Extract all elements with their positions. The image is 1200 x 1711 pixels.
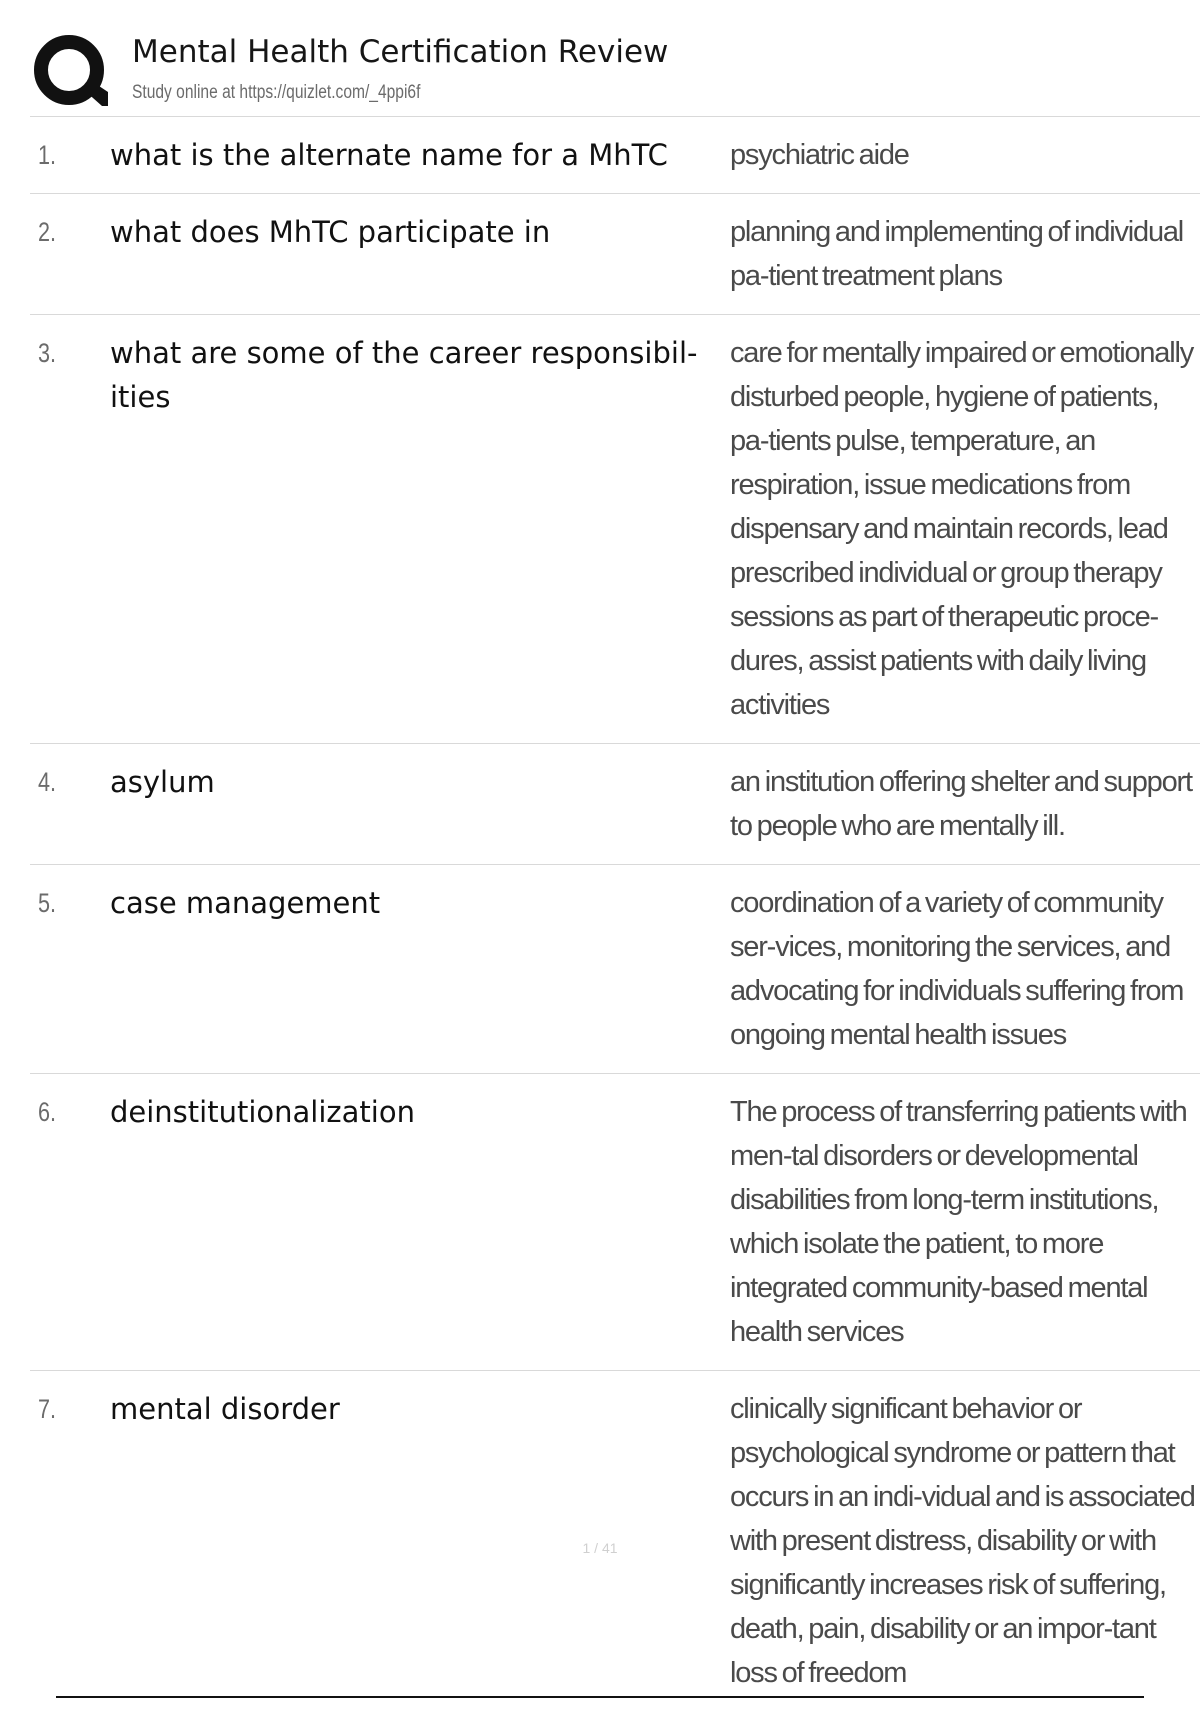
card-term: what are some of the career responsibil-ities	[110, 336, 698, 414]
card-number: 4.	[38, 767, 57, 797]
flashcard-row	[30, 865, 1200, 1074]
flashcard-row	[30, 315, 1200, 744]
card-definition	[730, 210, 1200, 298]
flashcard-row	[30, 744, 1200, 865]
study-online-link[interactable]: Study online at https://quizlet.com/_4ppi6f	[132, 82, 421, 103]
flashcard-list	[30, 116, 1200, 1711]
card-definition-text: an institution offering shelter and support to people who are mentally ill.	[730, 766, 1192, 842]
page-number: 1 / 41	[582, 1540, 618, 1556]
card-term: deinstitutionalization	[110, 1095, 415, 1129]
card-term: what is the alternate name for a MhTC	[110, 138, 668, 172]
bottom-divider	[56, 1696, 1144, 1698]
flashcard-row	[30, 117, 1200, 194]
flashcard-row	[30, 1074, 1200, 1371]
card-definition-text: The process of transferring patients with men-tal disorders or developmental disabilities from long-term institutions, which isolate the patient, to more integrated community-based mental health services	[730, 1096, 1187, 1348]
document-header	[30, 28, 1200, 114]
card-definition-text: clinically significant behavior or psychological syndrome or pattern that occurs in an indi-vidual and is associated with present distress, disability or with significantly increases risk of suffering, death, pain, disability or an impor-tant loss of freedom	[730, 1393, 1195, 1689]
card-number: 3.	[38, 338, 57, 368]
card-number: 5.	[38, 888, 57, 918]
card-term: asylum	[110, 765, 215, 799]
page-title: Mental Health Certification Review	[132, 34, 669, 70]
card-term: case management	[110, 886, 381, 920]
card-definition-text: care for mentally impaired or emotionally disturbed people, hygiene of patients, pa-tients pulse, temperature, an respiration, issue medications from dispensary and maintain records, lead prescribed individual or group therapy sessions as part of therapeutic proce-dures, assist patients with daily living activities	[730, 337, 1194, 721]
card-definition-text: coordination of a variety of community ser-vices, monitoring the services, and advocating for individuals suffering from ongoing mental health issues	[730, 887, 1184, 1051]
card-definition	[730, 881, 1200, 1057]
card-number: 1.	[38, 140, 57, 170]
card-definition	[730, 760, 1200, 848]
card-term: mental disorder	[110, 1392, 340, 1426]
card-definition	[730, 1090, 1200, 1354]
card-number: 7.	[38, 1394, 57, 1424]
card-number: 6.	[38, 1097, 57, 1127]
card-term: what does MhTC participate in	[110, 215, 551, 249]
card-number: 2.	[38, 217, 57, 247]
card-definition	[730, 133, 1200, 177]
card-definition-text: planning and implementing of individual pa-tient treatment plans	[730, 216, 1184, 292]
quizlet-logo-icon	[32, 32, 112, 112]
card-definition	[730, 331, 1200, 727]
flashcard-row	[30, 194, 1200, 315]
card-definition-text: psychiatric aide	[730, 139, 909, 171]
